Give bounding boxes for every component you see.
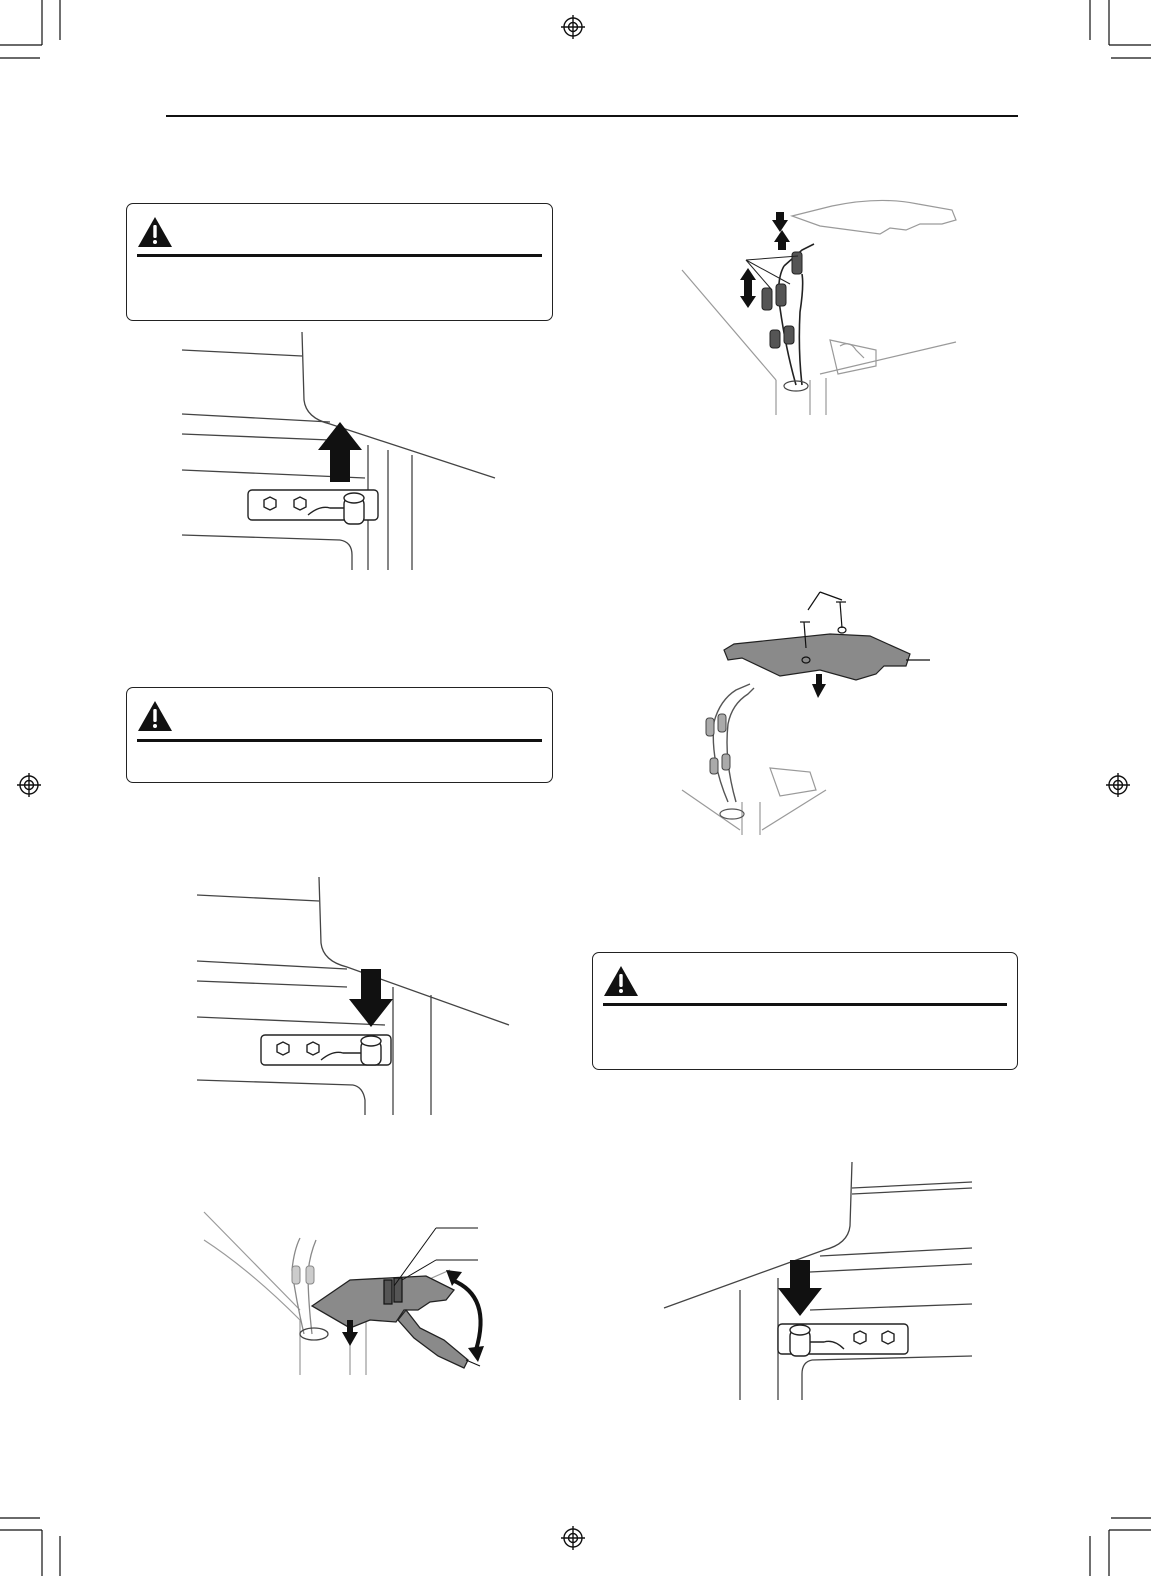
registration-mark-icon — [561, 15, 585, 39]
warning-box-2 — [126, 687, 553, 783]
registration-mark-icon — [561, 1526, 585, 1550]
hinge-bracket — [261, 1035, 391, 1065]
registration-mark-icon — [1106, 773, 1130, 797]
figure-right-door-lower — [660, 1160, 975, 1400]
hinge-bracket — [778, 1324, 908, 1356]
registration-mark-icon — [17, 773, 41, 797]
warning-triangle-icon — [137, 216, 173, 248]
figure-lift-door — [180, 330, 500, 570]
hinge-bracket — [248, 490, 378, 524]
warning-divider — [137, 739, 542, 742]
rotate-arrow-icon — [452, 1280, 481, 1350]
warning-box-3 — [592, 952, 1018, 1070]
warning-divider — [137, 254, 542, 257]
figure-hinge-lever — [200, 1210, 490, 1380]
header-rule — [166, 115, 1018, 117]
arrow-up-icon — [318, 422, 362, 482]
arrow-down-icon — [349, 969, 393, 1027]
warning-triangle-icon — [603, 965, 639, 997]
arrow-down-icon — [812, 674, 826, 698]
arrow-down-icon — [778, 1260, 822, 1316]
figure-lower-door — [195, 875, 515, 1115]
warning-box-1 — [126, 203, 553, 321]
warning-triangle-icon — [137, 700, 173, 732]
warning-divider — [603, 1003, 1007, 1006]
figure-disconnect-wires — [680, 190, 970, 420]
figure-remove-hinge — [680, 590, 940, 835]
